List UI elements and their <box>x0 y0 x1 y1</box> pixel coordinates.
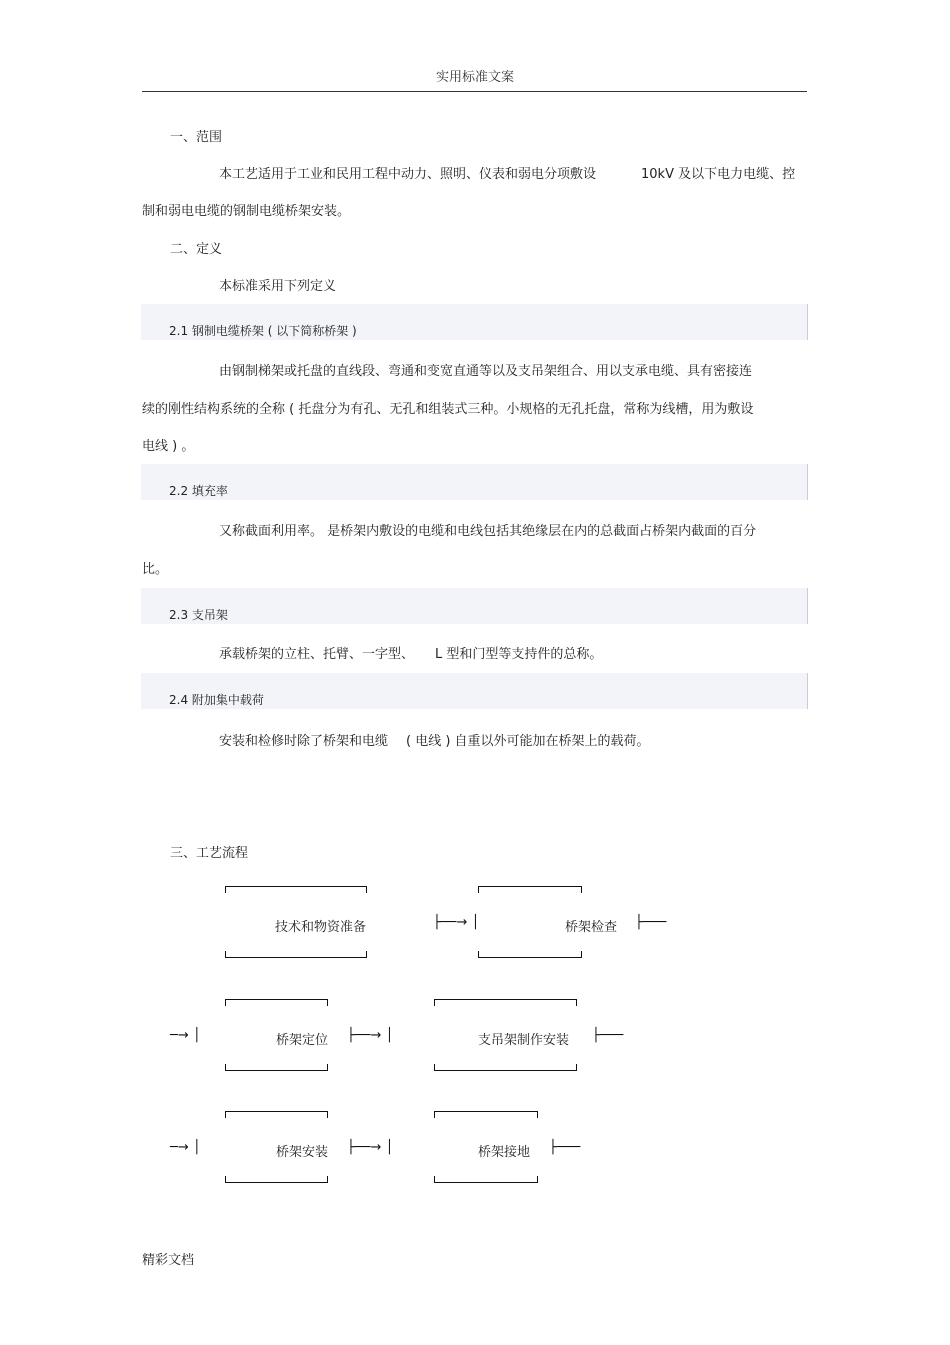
flow-box-positioning <box>225 999 328 1071</box>
definition-2-4-line1b: ( 电线 ) 自重以外可能加在桥架上的载荷。 <box>406 734 650 749</box>
flow-box-support-install <box>434 999 577 1071</box>
definition-intro: 本标准采用下列定义 <box>219 279 337 294</box>
section-heading-scope: 一、范围 <box>170 130 223 145</box>
flow-connector-5-6: ├──→ │ <box>347 1140 394 1155</box>
definition-2-1-line3: 电线 ) 。 <box>142 439 195 454</box>
page-footer: 精彩文档 <box>142 1253 195 1268</box>
flow-connector-3-4: ├──→ │ <box>347 1028 394 1043</box>
definition-label-2-3: 2.3 支吊架 <box>169 608 228 622</box>
scope-paragraph-line1b: 10kV 及以下电力电缆、控 <box>641 167 796 182</box>
flow-step-2: 桥架检查 <box>565 920 618 935</box>
header-rule <box>142 91 807 92</box>
flow-box-grounding <box>434 1111 538 1183</box>
flow-connector-row3-end: ├─── <box>549 1140 581 1155</box>
flow-step-3: 桥架定位 <box>276 1033 329 1048</box>
definition-2-3-line1a: 承载桥架的立柱、托臂、一字型、 <box>219 647 415 662</box>
definition-2-4-line1a: 安装和检修时除了桥架和电缆 <box>219 734 389 749</box>
scope-paragraph-line2: 制和弱电电缆的钢制电缆桥架安装。 <box>142 204 351 219</box>
flow-step-6: 桥架接地 <box>478 1145 531 1160</box>
scope-paragraph-line1a: 本工艺适用于工业和民用工程中动力、照明、仪表和弱电分项敷设 <box>219 167 597 182</box>
section-heading-process-flow: 三、工艺流程 <box>170 846 249 861</box>
flow-step-5: 桥架安装 <box>276 1145 329 1160</box>
definition-2-2-line2: 比。 <box>142 562 169 577</box>
definition-band-2-4 <box>141 673 808 709</box>
definition-label-2-1: 2.1 钢制电缆桥架 ( 以下简称桥架 ) <box>169 324 357 338</box>
definition-band-2-2 <box>141 464 808 500</box>
definition-2-3-line1b: L 型和门型等支持件的总称。 <box>435 647 603 662</box>
flow-step-1: 技术和物资准备 <box>275 920 367 935</box>
definition-label-2-4: 2.4 附加集中载荷 <box>169 693 264 707</box>
flow-box-preparation <box>225 886 367 958</box>
flow-box-installation <box>225 1111 328 1183</box>
definition-band-2-3 <box>141 588 808 624</box>
flow-connector-row2-start: ─→ │ <box>170 1028 201 1043</box>
definition-label-2-2: 2.2 填充率 <box>169 484 228 498</box>
definition-2-2-line1: 又称截面利用率。 是桥架内敷设的电缆和电线包括其绝缘层在内的总截面占桥架内截面的百分 <box>219 524 757 539</box>
definition-band-2-1 <box>141 304 808 340</box>
flow-connector-row1-end: ├─── <box>635 915 667 930</box>
flow-connector-1-2: ├──→ │ <box>433 915 480 930</box>
flow-box-inspection <box>478 886 618 958</box>
flow-step-4: 支吊架制作安装 <box>478 1033 570 1048</box>
definition-2-1-line2: 续的刚性结构系统的全称 ( 托盘分为有孔、无孔和组装式三种。小规格的无孔托盘，常称为线槽，用为敷设 <box>142 402 754 417</box>
page-header-title: 实用标准文案 <box>435 70 514 85</box>
definition-2-1-line1: 由钢制梯架或托盘的直线段、弯通和变宽直通等以及支吊架组合、用以支承电缆、具有密接连 <box>219 364 753 379</box>
section-heading-definition: 二、定义 <box>170 242 223 257</box>
flow-connector-row2-end: ├─── <box>592 1028 624 1043</box>
flow-connector-row3-start: ─→ │ <box>170 1140 201 1155</box>
